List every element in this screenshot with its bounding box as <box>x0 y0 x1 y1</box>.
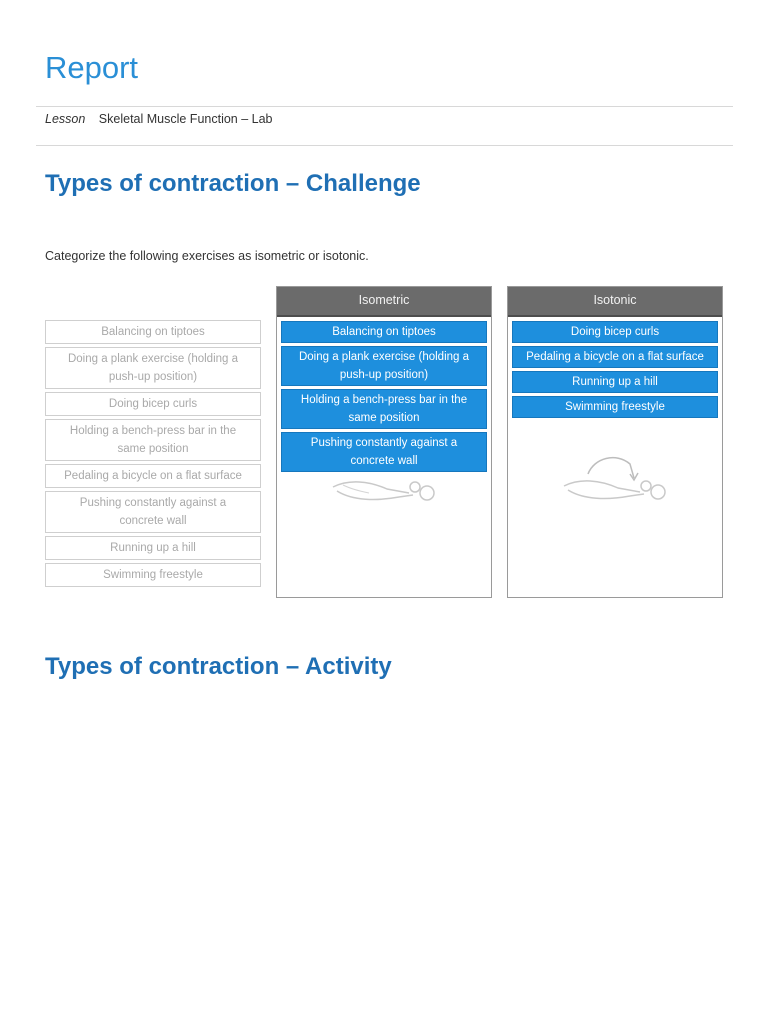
placed-item[interactable]: Balancing on tiptoes <box>281 321 487 343</box>
category-header-isotonic: Isotonic <box>508 287 722 317</box>
source-item[interactable]: Doing bicep curls <box>45 392 261 416</box>
category-items-isometric <box>277 317 491 472</box>
placed-item[interactable]: Doing a plank exercise (holding a push-up position) <box>281 346 487 386</box>
placed-item[interactable]: Swimming freestyle <box>512 396 718 418</box>
category-items-isotonic <box>508 317 722 418</box>
placed-item[interactable]: Holding a bench-press bar in the same position <box>281 389 487 429</box>
challenge-title: Types of contraction – Challenge <box>45 170 421 197</box>
category-header-isometric: Isometric <box>277 287 491 317</box>
source-item[interactable]: Running up a hill <box>45 536 261 560</box>
activity-title: Types of contraction – Activity <box>45 653 392 680</box>
category-isotonic[interactable] <box>507 286 723 598</box>
lesson-row <box>45 112 273 126</box>
challenge-instructions: Categorize the following exercises as isometric or isotonic. <box>45 249 369 263</box>
source-item[interactable]: Pedaling a bicycle on a flat surface <box>45 464 261 488</box>
divider-bottom <box>36 145 733 146</box>
lesson-label: Lesson <box>45 112 86 126</box>
source-item[interactable]: Doing a plank exercise (holding a push-up position) <box>45 347 261 389</box>
isotonic-arm-curl-icon <box>560 452 670 507</box>
isometric-arm-icon <box>329 467 439 507</box>
placed-item[interactable]: Pedaling a bicycle on a flat surface <box>512 346 718 368</box>
source-item[interactable]: Pushing constantly against a concrete wall <box>45 491 261 533</box>
divider-top <box>36 106 733 107</box>
source-item[interactable]: Balancing on tiptoes <box>45 320 261 344</box>
report-title: Report <box>45 50 139 85</box>
source-list <box>45 320 261 590</box>
lesson-value: Skeletal Muscle Function – Lab <box>98 112 273 126</box>
category-isometric[interactable] <box>276 286 492 598</box>
placed-item[interactable]: Pushing constantly against a concrete wall <box>281 432 487 472</box>
source-item[interactable]: Holding a bench-press bar in the same position <box>45 419 261 461</box>
placed-item[interactable]: Doing bicep curls <box>512 321 718 343</box>
placed-item[interactable]: Running up a hill <box>512 371 718 393</box>
source-item[interactable]: Swimming freestyle <box>45 563 261 587</box>
